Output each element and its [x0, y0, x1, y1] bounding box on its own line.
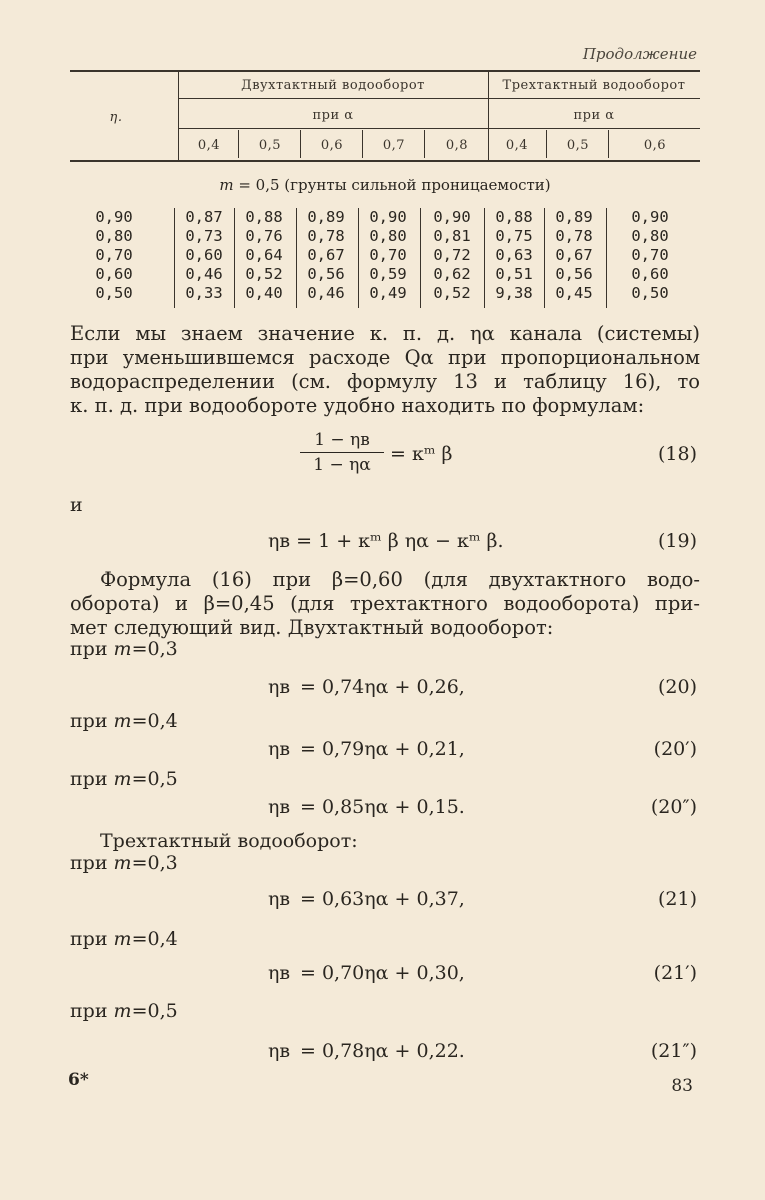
table-cell: 0,67	[555, 246, 593, 264]
m-symbol: m	[113, 928, 132, 950]
and-word: и	[70, 494, 83, 516]
table-cell: 0,80	[369, 227, 407, 245]
equation-number: (21′)	[653, 962, 697, 984]
alpha-value: 0,5	[566, 138, 590, 153]
table-cell: 0,72	[433, 246, 471, 264]
equation-rhs: = 0,79ηα + 0,21,	[300, 738, 465, 760]
table-cell: 0,52	[433, 284, 471, 302]
table-cell: 0,49	[369, 284, 407, 302]
table-section-caption	[70, 176, 700, 194]
three-stroke-header: Трехтактный водооборот	[502, 78, 686, 93]
table-cell: 0,40	[245, 284, 283, 302]
formula-rhs: = κᵐ β	[390, 443, 453, 465]
table-cell: 0,88	[495, 208, 533, 226]
condition-label	[70, 710, 178, 732]
body-divider	[484, 208, 485, 308]
table-cell: 0,56	[307, 265, 345, 283]
equation-number: (21″)	[650, 1040, 697, 1062]
equation-rhs: = 0,78ηα + 0,22.	[300, 1040, 465, 1062]
alpha-value: 0,8	[445, 138, 469, 153]
table-cell: 0,70	[631, 246, 669, 264]
table-cell: 0,76	[245, 227, 283, 245]
equation	[0, 738, 765, 768]
body-divider	[420, 208, 421, 308]
header-rule	[178, 98, 700, 99]
equation-number: (20)	[657, 676, 697, 698]
equation-rhs: = 0,74ηα + 0,26,	[300, 676, 465, 698]
table-cell: 0,81	[433, 227, 471, 245]
equation-lhs: ηв	[268, 676, 291, 698]
body-divider	[296, 208, 297, 308]
table-cell: 0,60	[631, 265, 669, 283]
condition-prefix: при	[70, 768, 114, 790]
three-stroke-heading: Трехтактный водооборот:	[100, 830, 358, 852]
table-cell: 0,73	[185, 227, 223, 245]
table-cell: 0,80	[631, 227, 669, 245]
caption-text: = 0,5 (грунты сильной проницаемости)	[233, 176, 551, 194]
eta-value-cell: 0,60	[95, 265, 133, 283]
condition-label	[70, 852, 178, 874]
page-number: 83	[671, 1076, 693, 1096]
table-cell: 0,78	[555, 227, 593, 245]
condition-value: =0,4	[131, 710, 178, 732]
equation-lhs: ηв	[268, 962, 291, 984]
table-cell: 0,62	[433, 265, 471, 283]
table-cell: 0,89	[555, 208, 593, 226]
table-cell: 0,75	[495, 227, 533, 245]
equation-lhs: ηв	[268, 796, 291, 818]
alpha-value: 0,4	[197, 138, 221, 153]
condition-value: =0,5	[131, 1000, 178, 1022]
table-cell: 0,59	[369, 265, 407, 283]
text-line: при уменьшившемся расходе Qα при пропорциональном	[70, 346, 700, 369]
equation-lhs: ηв	[268, 1040, 291, 1062]
condition-label	[70, 768, 178, 790]
m-symbol: m	[113, 710, 132, 732]
table-top-rule	[70, 70, 700, 72]
body-divider	[358, 208, 359, 308]
equation-rhs: = 0,63ηα + 0,37,	[300, 888, 465, 910]
table-cell: 0,52	[245, 265, 283, 283]
equation-number: (20′)	[653, 738, 697, 760]
equation-number: (18)	[657, 443, 697, 465]
table-cell: 0,60	[185, 246, 223, 264]
eta-value-cell: 0,70	[95, 246, 133, 264]
condition-label	[70, 638, 178, 660]
body-divider	[174, 208, 175, 308]
body-divider	[544, 208, 545, 308]
equation-lhs: ηв	[268, 888, 291, 910]
condition-prefix: при	[70, 928, 114, 950]
alpha-divider	[424, 130, 425, 158]
denominator: 1 − ηα	[313, 455, 371, 475]
m-symbol: m	[219, 176, 234, 194]
table-cell: 0,46	[185, 265, 223, 283]
table-cell: 0,90	[631, 208, 669, 226]
body-divider	[606, 208, 607, 308]
table-cell: 0,46	[307, 284, 345, 302]
table-cell: 0,33	[185, 284, 223, 302]
alpha-divider	[300, 130, 301, 158]
header-rule	[178, 128, 700, 129]
table-cell: 9,38	[495, 284, 533, 302]
equation	[0, 796, 765, 826]
two-stroke-alpha-label: при α	[312, 108, 354, 123]
text-line: оборота) и β=0,45 (для трехтактного водооборота) при-	[70, 592, 700, 615]
text-line: мет следующий вид. Двухтактный водооборот:	[70, 616, 554, 639]
condition-value: =0,4	[131, 928, 178, 950]
body-divider	[234, 208, 235, 308]
fraction	[300, 430, 384, 475]
running-head: Продолжение	[582, 45, 697, 63]
table-cell: 0,63	[495, 246, 533, 264]
table-cell: 0,90	[433, 208, 471, 226]
table-cell: 0,78	[307, 227, 345, 245]
text-line: к. п. д. при водообороте удобно находить по формулам:	[70, 394, 645, 417]
alpha-value: 0,5	[258, 138, 282, 153]
alpha-value: 0,6	[643, 138, 667, 153]
table-cell: 0,56	[555, 265, 593, 283]
table-cell: 0,50	[631, 284, 669, 302]
equation-rhs: = 0,85ηα + 0,15.	[300, 796, 465, 818]
m-symbol: m	[113, 638, 132, 660]
signature-mark: 6*	[68, 1070, 89, 1090]
text-line: Если мы знаем значение к. п. д. ηα канала (системы)	[70, 322, 700, 345]
eta-value-cell: 0,80	[95, 227, 133, 245]
two-stroke-header: Двухтактный водооборот	[241, 78, 425, 93]
alpha-divider	[546, 130, 547, 158]
condition-prefix: при	[70, 1000, 114, 1022]
condition-prefix: при	[70, 710, 114, 732]
condition-value: =0,3	[131, 638, 178, 660]
equation	[0, 962, 765, 992]
equation	[0, 888, 765, 918]
table-cell: 0,90	[369, 208, 407, 226]
three-stroke-alpha-label: при α	[573, 108, 615, 123]
alpha-value: 0,7	[382, 138, 406, 153]
table-cell: 0,67	[307, 246, 345, 264]
table-cell: 0,64	[245, 246, 283, 264]
equation-number: (20″)	[650, 796, 697, 818]
text-line: водораспределении (см. формулу 13 и таблицу 16), то	[70, 370, 700, 393]
formula-text: ηв = 1 + κᵐ β ηα − κᵐ β.	[268, 530, 504, 552]
condition-value: =0,5	[131, 768, 178, 790]
condition-prefix: при	[70, 638, 114, 660]
numerator: 1 − ηв	[314, 430, 370, 450]
table-cell: 0,89	[307, 208, 345, 226]
m-symbol: m	[113, 768, 132, 790]
equation-number: (21)	[657, 888, 697, 910]
alpha-value: 0,6	[320, 138, 344, 153]
m-symbol: m	[113, 1000, 132, 1022]
condition-prefix: при	[70, 852, 114, 874]
equation-lhs: ηв	[268, 738, 291, 760]
equation-number: (19)	[657, 530, 697, 552]
condition-label	[70, 928, 178, 950]
alpha-divider	[608, 130, 609, 158]
eta-value-cell: 0,90	[95, 208, 133, 226]
eta-value-cell: 0,50	[95, 284, 133, 302]
text-line: Формула (16) при β=0,60 (для двухтактного водо-	[100, 568, 700, 591]
condition-value: =0,3	[131, 852, 178, 874]
equation	[0, 676, 765, 706]
table-cell: 0,45	[555, 284, 593, 302]
alpha-divider	[238, 130, 239, 158]
table-cell: 0,87	[185, 208, 223, 226]
eta-column-header: η.	[109, 110, 123, 125]
table-cell: 0,88	[245, 208, 283, 226]
equation-rhs: = 0,70ηα + 0,30,	[300, 962, 465, 984]
m-symbol: m	[113, 852, 132, 874]
condition-label	[70, 1000, 178, 1022]
table-header-bottom-rule	[70, 160, 700, 162]
table-cell: 0,70	[369, 246, 407, 264]
equation	[0, 1040, 765, 1070]
fraction-bar	[300, 452, 384, 453]
table-cell: 0,51	[495, 265, 533, 283]
alpha-value: 0,4	[505, 138, 529, 153]
alpha-divider	[362, 130, 363, 158]
